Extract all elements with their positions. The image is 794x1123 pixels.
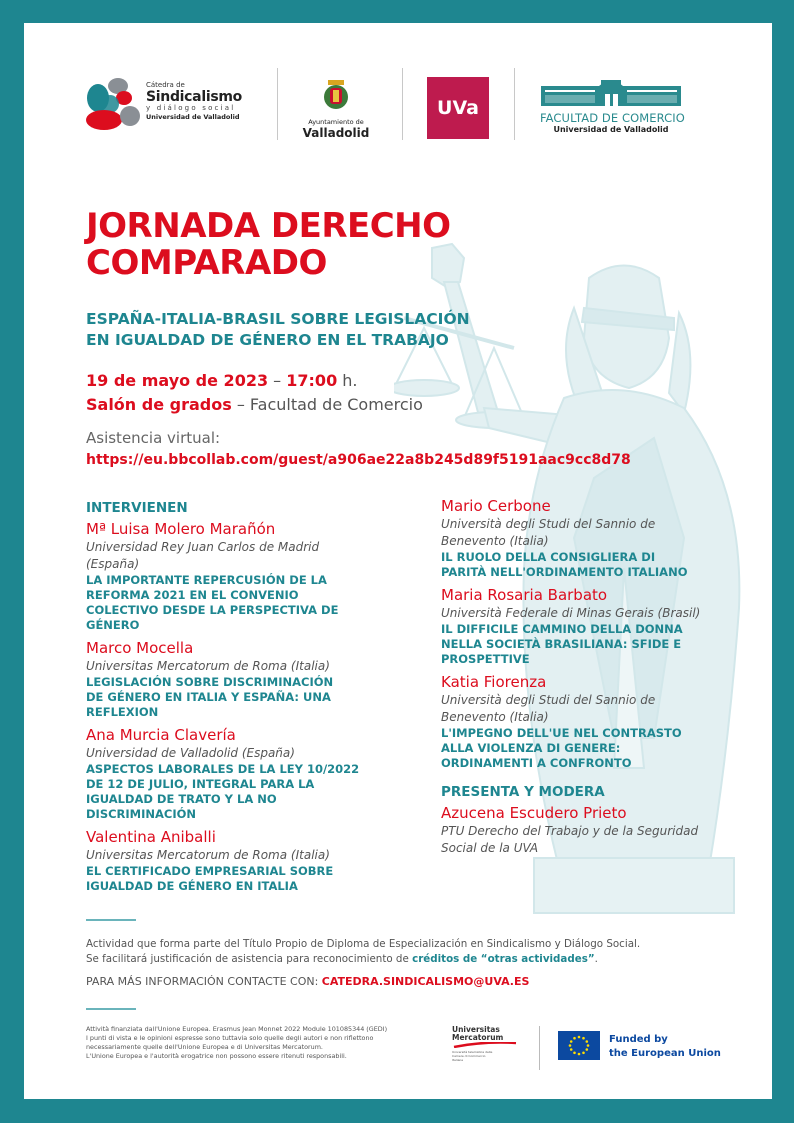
virtual-link[interactable]: https://eu.bbcollab.com/guest/a906ae22a8b245d89f5191aac9cc8d78 xyxy=(86,452,631,468)
speaker-item xyxy=(86,519,386,633)
facultad-line1: FACULTAD DE COMERCIO xyxy=(540,111,685,125)
moderator-institution: PTU Derecho del Trabajo y de la Seguridad Social de la UVA xyxy=(441,824,699,855)
ayuntamiento-valladolid-logo xyxy=(300,80,372,140)
event-when-where xyxy=(86,369,423,417)
disclaimer-line: L'Unione Europea e l'autorità erogatrice non possono essere ritenuti responsabili. xyxy=(86,1052,347,1060)
moderator-item xyxy=(441,803,741,857)
footer-rule xyxy=(86,919,136,921)
speaker-institution: Universidad Rey Juan Carlos de Madrid (España) xyxy=(86,540,320,571)
catedra-line1: Cátedra de xyxy=(146,81,185,89)
speaker-name: Katia Fiorenza xyxy=(441,673,547,691)
speaker-talk: IL RUOLO DELLA CONSIGLIERA DI PARITÀ NELL'ORDINAMENTO ITALIANO xyxy=(441,550,688,579)
eu-flag-icon xyxy=(558,1031,600,1060)
catedra-line4: Universidad de Valladolid xyxy=(146,113,240,121)
date-separator: – xyxy=(268,371,287,390)
catedra-sindicalismo-logo xyxy=(84,76,264,136)
ayto-line1: Ayuntamiento de xyxy=(308,118,364,126)
disclaimer-line: Attività finanziata dall'Unione Europea. Erasmus Jean Monnet 2022 Module 101085344 (GEDI) xyxy=(86,1025,388,1033)
speaker-institution: Universidad de Valladolid (España) xyxy=(86,746,295,760)
contact-label: PARA MÁS INFORMACIÓN CONTACTE CON: xyxy=(86,975,322,988)
section-presenta-modera: PRESENTA Y MODERA xyxy=(441,784,605,800)
virtual-attendance xyxy=(86,428,631,471)
speaker-name: Mª Luisa Molero Marañón xyxy=(86,520,276,538)
mercatorum-line1: Universitas xyxy=(452,1025,500,1034)
ayto-line2: Valladolid xyxy=(302,126,370,140)
speakers-right-column xyxy=(441,496,741,862)
eu-funded-line1: Funded by xyxy=(609,1034,668,1045)
title-line1: JORNADA DERECHO xyxy=(86,206,451,246)
catedra-line3: y diálogo social xyxy=(146,104,236,112)
subtitle-line1: ESPAÑA-ITALIA-BRASIL SOBRE LEGISLACIÓN xyxy=(86,310,470,328)
speaker-item xyxy=(441,672,741,771)
footer-rule-2 xyxy=(86,1008,136,1010)
moderator-name: Azucena Escudero Prieto xyxy=(441,804,627,822)
note-line2-pre: Se facilitará justificación de asistencia para reconocimiento de xyxy=(86,953,413,965)
event-subtitle xyxy=(86,309,470,351)
event-date: 19 de mayo de 2023 xyxy=(86,371,269,390)
disclaimer-line: necessariamente quelle dell'Unione Europea e di Universitas Mercatorum. xyxy=(86,1043,323,1051)
universitas-mercatorum-logo xyxy=(452,1026,522,1070)
speaker-item xyxy=(86,725,386,822)
venue-detail: Facultad de Comercio xyxy=(249,395,423,414)
mercatorum-line2: Mercatorum xyxy=(452,1033,504,1042)
footer-logo-divider xyxy=(539,1026,540,1070)
facultad-comercio-logo xyxy=(540,80,685,140)
speaker-name: Mario Cerbone xyxy=(441,497,551,515)
contact-email[interactable]: CATEDRA.SINDICALISMO@UVA.ES xyxy=(321,975,530,988)
uva-logo: UVa xyxy=(427,77,489,139)
speaker-item xyxy=(441,585,741,667)
building-icon xyxy=(541,80,681,106)
facultad-line2: Universidad de Valladolid xyxy=(553,125,669,134)
speaker-talk: LA IMPORTANTE REPERCUSIÓN DE LA REFORMA 2021 EN EL CONVENIO COLECTIVO DESDE LA PERSPECTIVA DE GÉNERO xyxy=(86,573,339,632)
event-venue xyxy=(86,393,423,417)
speaker-talk: ASPECTOS LABORALES DE LA LEY 10/2022 DE 12 DE JULIO, INTEGRAL PARA LA IGUALDAD DE TRATO Y LA NO DISCRIMINACIÓN xyxy=(86,762,360,821)
eu-funded-line2: the European Union xyxy=(609,1048,721,1059)
speaker-name: Valentina Aniballi xyxy=(86,828,216,846)
disclaimer-line: I punti di vista e le opinioni espresse sono tuttavia solo quelle degli autori e non riflettono xyxy=(86,1034,374,1042)
time-suffix: h. xyxy=(337,371,358,390)
speaker-institution: Universitas Mercatorum de Roma (Italia) xyxy=(86,848,330,862)
logo-divider xyxy=(402,68,403,140)
venue-name: Salón de grados xyxy=(86,395,232,414)
section-intervienen: INTERVIENEN xyxy=(86,500,188,516)
speaker-institution: Universitas Mercatorum de Roma (Italia) xyxy=(86,659,330,673)
speaker-talk: IL DIFFICILE CAMMINO DELLA DONNA NELLA SOCIETÀ BRASILIANA: SFIDE E PROSPETTIVE xyxy=(441,622,683,666)
catedra-mark-icon xyxy=(84,76,142,132)
note-line1: Actividad que forma parte del Título Propio de Diploma de Especialización en Sindicalismo y Diálogo Social. xyxy=(86,938,641,950)
speaker-institution: Università Federale di Minas Gerais (Brasil) xyxy=(441,606,701,620)
venue-separator: – xyxy=(231,395,250,414)
catedra-line2: Sindicalismo xyxy=(146,89,242,105)
eu-disclaimer xyxy=(86,1025,416,1061)
speaker-item xyxy=(86,827,386,894)
speaker-name: Marco Mocella xyxy=(86,639,194,657)
footer-note xyxy=(86,937,640,967)
eu-funded-label xyxy=(609,1033,721,1061)
speaker-talk: L'IMPEGNO DELL'UE NEL CONTRASTO ALLA VIOLENZA DI GENERE: ORDINAMENTI A CONFRONTO xyxy=(441,726,682,770)
title-line2: COMPARADO xyxy=(86,243,327,283)
contact-line xyxy=(86,975,529,988)
event-time: 17:00 xyxy=(286,371,338,390)
header-logos xyxy=(24,68,772,148)
speaker-name: Ana Murcia Clavería xyxy=(86,726,236,744)
subtitle-line2: EN IGUALDAD DE GÉNERO EN EL TRABAJO xyxy=(86,331,449,349)
note-line2-post: . xyxy=(594,953,598,965)
speakers-left-column xyxy=(86,497,386,899)
mercatorum-small: Università telematica delle Camere di Commercio Italiane xyxy=(452,1050,493,1062)
speaker-talk: LEGISLACIÓN SOBRE DISCRIMINACIÓN DE GÉNERO EN ITALIA Y ESPAÑA: UNA REFLEXION xyxy=(86,675,334,719)
speaker-item xyxy=(441,496,741,580)
logo-divider xyxy=(514,68,515,140)
speaker-name: Maria Rosaria Barbato xyxy=(441,586,608,604)
event-title xyxy=(86,208,451,282)
note-credits: créditos de “otras actividades” xyxy=(412,953,595,965)
virtual-label: Asistencia virtual: xyxy=(86,429,221,447)
note-line2 xyxy=(86,952,640,967)
speaker-item xyxy=(86,638,386,720)
logo-divider xyxy=(277,68,278,140)
speaker-institution: Università degli Studi del Sannio de Benevento (Italia) xyxy=(441,693,656,724)
poster-page xyxy=(24,23,772,1099)
event-datetime xyxy=(86,369,423,393)
speaker-institution: Università degli Studi del Sannio de Benevento (Italia) xyxy=(441,517,656,548)
mercatorum-swoosh-icon xyxy=(452,1042,518,1048)
coat-of-arms-icon xyxy=(322,80,350,110)
speaker-talk: EL CERTIFICADO EMPRESARIAL SOBRE IGUALDAD DE GÉNERO EN ITALIA xyxy=(86,864,334,893)
